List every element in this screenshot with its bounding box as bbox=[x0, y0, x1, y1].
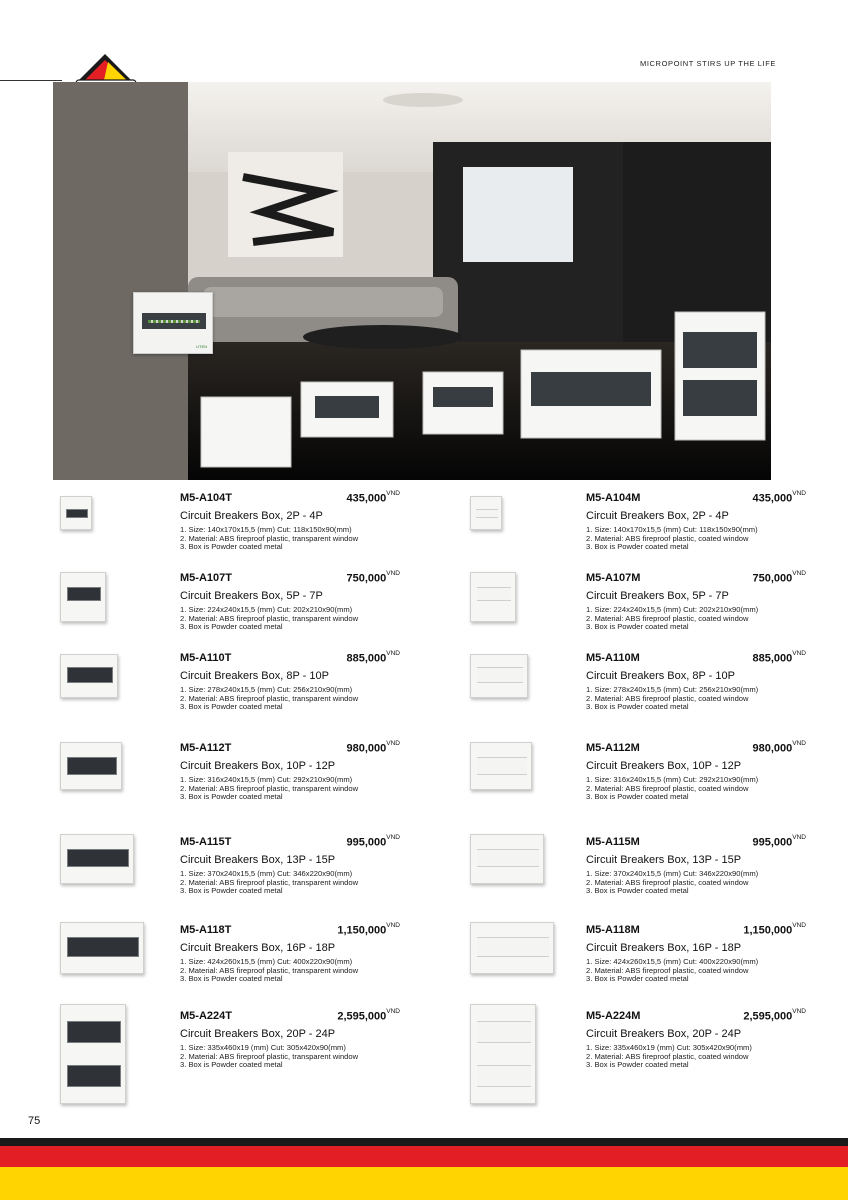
product-code: M5-A118M bbox=[586, 924, 640, 936]
product-price-currency: VND bbox=[386, 490, 400, 497]
product-code: M5-A118T bbox=[180, 924, 232, 936]
product-spec-line: 2. Material: ABS fireproof plastic, coated window bbox=[586, 613, 749, 623]
product-spec-line: 2. Material: ABS fireproof plastic, coated window bbox=[586, 877, 749, 887]
product-code: M5-A112M bbox=[586, 742, 640, 754]
product-name: Circuit Breakers Box, 8P - 10P bbox=[180, 670, 329, 682]
product-price-value: 885,000 bbox=[346, 652, 387, 665]
product-spec-line: 3. Box is Powder coated metal bbox=[180, 974, 283, 984]
product-spec-line: 3. Box is Powder coated metal bbox=[180, 1060, 283, 1070]
product-spec-line: 1. Size: 370x240x15,5 (mm) Cut: 346x220x90(mm) bbox=[586, 869, 759, 878]
footer-band-black bbox=[0, 1138, 848, 1146]
product-spec-line: 3. Box is Powder coated metal bbox=[586, 1060, 689, 1070]
product-spec-line: 3. Box is Powder coated metal bbox=[180, 792, 283, 802]
product-price-currency: VND bbox=[792, 1008, 806, 1015]
product-thumbnail-window bbox=[477, 937, 549, 957]
product-specs bbox=[180, 870, 358, 896]
product-name: Circuit Breakers Box, 20P - 24P bbox=[586, 1028, 742, 1040]
product-name: Circuit Breakers Box, 8P - 10P bbox=[586, 670, 735, 682]
product-code: M5-A110T bbox=[180, 652, 232, 664]
product-price-currency: VND bbox=[386, 650, 400, 657]
product-code: M5-A110M bbox=[586, 652, 640, 664]
product-price-value: 1,150,000 bbox=[743, 924, 793, 937]
product-thumbnail bbox=[470, 654, 528, 698]
product-code: M5-A224T bbox=[180, 1010, 232, 1022]
product-price-value: 435,000 bbox=[346, 492, 387, 505]
product-thumbnail bbox=[60, 654, 118, 698]
product-spec-line: 3. Box is Powder coated metal bbox=[586, 886, 689, 896]
product-spec-line: 2. Material: ABS fireproof plastic, transparent window bbox=[180, 965, 359, 975]
product-price-currency: VND bbox=[386, 740, 400, 747]
product-spec-line: 2. Material: ABS fireproof plastic, coated window bbox=[586, 693, 749, 703]
product-spec-line: 2. Material: ABS fireproof plastic, coated window bbox=[586, 1051, 749, 1061]
product-spec-line: 2. Material: ABS fireproof plastic, transparent window bbox=[180, 877, 359, 887]
product-specs bbox=[180, 526, 358, 552]
product-price-value: 885,000 bbox=[752, 652, 793, 665]
product-thumbnail-window bbox=[67, 1065, 121, 1087]
product-specs bbox=[586, 686, 758, 712]
product-spec-line: 1. Size: 140x170x15,5 (mm) Cut: 118x150x90(mm) bbox=[180, 525, 352, 534]
product-thumbnail-window bbox=[67, 667, 113, 683]
product-name: Circuit Breakers Box, 13P - 15P bbox=[586, 854, 742, 866]
product-price-currency: VND bbox=[386, 570, 400, 577]
product-price bbox=[347, 742, 401, 755]
product-specs bbox=[180, 1044, 358, 1070]
living-room-illustration bbox=[53, 82, 771, 480]
product-name: Circuit Breakers Box, 20P - 24P bbox=[180, 1028, 336, 1040]
product-price bbox=[753, 652, 807, 665]
tagline: MICROPOINT STIRS UP THE LIFE bbox=[640, 59, 776, 68]
product-thumbnail-window bbox=[476, 509, 498, 518]
product-spec-line: 1. Size: 278x240x15,5 (mm) Cut: 256x210x90(mm) bbox=[586, 685, 759, 694]
product-price-currency: VND bbox=[386, 1008, 400, 1015]
product-code: M5-A104M bbox=[586, 492, 641, 504]
product-spec-line: 3. Box is Powder coated metal bbox=[586, 974, 689, 984]
hero-image bbox=[53, 82, 771, 480]
product-price bbox=[347, 572, 401, 585]
product-item bbox=[466, 736, 846, 810]
product-specs bbox=[180, 958, 358, 984]
product-price-currency: VND bbox=[792, 922, 806, 929]
product-spec-line: 3. Box is Powder coated metal bbox=[586, 702, 689, 712]
product-price-value: 750,000 bbox=[752, 572, 793, 585]
product-price-value: 750,000 bbox=[346, 572, 387, 585]
product-spec-line: 3. Box is Powder coated metal bbox=[180, 622, 283, 632]
product-spec-line: 2. Material: ABS fireproof plastic, transparent window bbox=[180, 693, 359, 703]
product-thumbnail-window bbox=[67, 1021, 121, 1043]
product-code: M5-A115M bbox=[586, 836, 640, 848]
product-thumbnail bbox=[60, 496, 92, 530]
product-item bbox=[466, 486, 846, 560]
product-price-value: 995,000 bbox=[752, 836, 793, 849]
product-thumbnail bbox=[60, 1004, 126, 1104]
page-number: 75 bbox=[28, 1115, 41, 1127]
product-item bbox=[466, 566, 846, 640]
product-thumbnail bbox=[470, 572, 516, 622]
product-price bbox=[753, 572, 807, 585]
product-price bbox=[753, 492, 807, 505]
header-rule bbox=[0, 80, 62, 81]
product-price-value: 995,000 bbox=[346, 836, 387, 849]
product-price-currency: VND bbox=[792, 740, 806, 747]
product-price-value: 980,000 bbox=[346, 742, 387, 755]
product-thumbnail-window bbox=[477, 1065, 531, 1087]
product-spec-line: 1. Size: 370x240x15,5 (mm) Cut: 346x220x90(mm) bbox=[180, 869, 353, 878]
product-thumbnail-window bbox=[67, 587, 101, 601]
product-thumbnail bbox=[60, 742, 122, 790]
product-name: Circuit Breakers Box, 13P - 15P bbox=[180, 854, 336, 866]
product-price bbox=[337, 1010, 400, 1023]
product-specs bbox=[586, 606, 758, 632]
product-thumbnail-window bbox=[477, 587, 511, 601]
product-spec-line: 3. Box is Powder coated metal bbox=[180, 702, 283, 712]
product-name: Circuit Breakers Box, 10P - 12P bbox=[586, 760, 742, 772]
product-code: M5-A115T bbox=[180, 836, 232, 848]
product-spec-line: 1. Size: 316x240x15,5 (mm) Cut: 292x210x90(mm) bbox=[586, 775, 759, 784]
product-code: M5-A107T bbox=[180, 572, 232, 584]
product-specs bbox=[586, 958, 758, 984]
product-price bbox=[743, 1010, 806, 1023]
product-thumbnail-window bbox=[67, 937, 139, 957]
product-spec-line: 1. Size: 316x240x15,5 (mm) Cut: 292x210x90(mm) bbox=[180, 775, 353, 784]
product-price bbox=[347, 652, 401, 665]
product-name: Circuit Breakers Box, 5P - 7P bbox=[180, 590, 323, 602]
product-code: M5-A107M bbox=[586, 572, 641, 584]
product-item bbox=[466, 1004, 846, 1078]
product-spec-line: 2. Material: ABS fireproof plastic, coated window bbox=[586, 533, 749, 543]
product-thumbnail-window bbox=[66, 509, 88, 518]
product-name: Circuit Breakers Box, 16P - 18P bbox=[180, 942, 336, 954]
product-thumbnail bbox=[470, 742, 532, 790]
footer-band-red bbox=[0, 1146, 848, 1167]
product-specs bbox=[180, 606, 358, 632]
product-thumbnail-window bbox=[67, 849, 129, 867]
product-spec-line: 1. Size: 424x260x15,5 (mm) Cut: 400x220x90(mm) bbox=[180, 957, 353, 966]
product-thumbnail bbox=[60, 572, 106, 622]
product-item bbox=[60, 646, 440, 720]
product-price bbox=[753, 742, 807, 755]
product-price-value: 2,595,000 bbox=[743, 1010, 793, 1023]
product-price-value: 2,595,000 bbox=[337, 1010, 387, 1023]
product-spec-line: 1. Size: 140x170x15,5 (mm) Cut: 118x150x90(mm) bbox=[586, 525, 758, 534]
product-item bbox=[60, 918, 440, 992]
product-name: Circuit Breakers Box, 10P - 12P bbox=[180, 760, 336, 772]
product-item bbox=[466, 830, 846, 904]
product-specs bbox=[586, 776, 758, 802]
product-specs bbox=[180, 776, 358, 802]
product-price bbox=[743, 924, 806, 937]
product-specs bbox=[586, 870, 758, 896]
product-thumbnail bbox=[470, 1004, 536, 1104]
hero-breaker-brand: UTEN bbox=[196, 344, 207, 349]
product-item bbox=[60, 566, 440, 640]
product-spec-line: 1. Size: 335x460x19 (mm) Cut: 305x420x90(mm) bbox=[180, 1043, 346, 1052]
product-code: M5-A224M bbox=[586, 1010, 641, 1022]
product-spec-line: 1. Size: 335x460x19 (mm) Cut: 305x420x90(mm) bbox=[586, 1043, 752, 1052]
product-thumbnail bbox=[470, 922, 554, 974]
product-spec-line: 3. Box is Powder coated metal bbox=[180, 542, 283, 552]
product-price-currency: VND bbox=[792, 834, 806, 841]
product-item bbox=[466, 918, 846, 992]
product-price-value: 980,000 bbox=[752, 742, 793, 755]
product-spec-line: 2. Material: ABS fireproof plastic, transparent window bbox=[180, 533, 359, 543]
product-spec-line: 2. Material: ABS fireproof plastic, transparent window bbox=[180, 1051, 359, 1061]
product-thumbnail bbox=[60, 922, 144, 974]
product-price-value: 1,150,000 bbox=[337, 924, 387, 937]
product-item bbox=[60, 736, 440, 810]
product-spec-line: 3. Box is Powder coated metal bbox=[586, 542, 689, 552]
product-spec-line: 1. Size: 224x240x15,5 (mm) Cut: 202x210x90(mm) bbox=[180, 605, 353, 614]
product-price-value: 435,000 bbox=[752, 492, 793, 505]
product-code: M5-A112T bbox=[180, 742, 232, 754]
product-spec-line: 3. Box is Powder coated metal bbox=[586, 622, 689, 632]
product-specs bbox=[586, 1044, 752, 1070]
product-code: M5-A104T bbox=[180, 492, 232, 504]
product-item bbox=[466, 646, 846, 720]
product-spec-line: 1. Size: 224x240x15,5 (mm) Cut: 202x210x90(mm) bbox=[586, 605, 759, 614]
product-name: Circuit Breakers Box, 2P - 4P bbox=[586, 510, 729, 522]
product-spec-line: 2. Material: ABS fireproof plastic, transparent window bbox=[180, 783, 359, 793]
product-price-currency: VND bbox=[386, 834, 400, 841]
product-spec-line: 2. Material: ABS fireproof plastic, coated window bbox=[586, 965, 749, 975]
product-thumbnail-window bbox=[477, 849, 539, 867]
product-price-currency: VND bbox=[792, 650, 806, 657]
product-name: Circuit Breakers Box, 16P - 18P bbox=[586, 942, 742, 954]
product-spec-line: 2. Material: ABS fireproof plastic, transparent window bbox=[180, 613, 359, 623]
hero-breaker-window bbox=[142, 313, 206, 329]
product-spec-line: 3. Box is Powder coated metal bbox=[586, 792, 689, 802]
product-spec-line: 3. Box is Powder coated metal bbox=[180, 886, 283, 896]
product-item bbox=[60, 486, 440, 560]
product-spec-line: 1. Size: 424x260x15,5 (mm) Cut: 400x220x90(mm) bbox=[586, 957, 759, 966]
product-specs bbox=[586, 526, 758, 552]
product-thumbnail-window bbox=[477, 757, 527, 775]
hero-breaker-box bbox=[133, 292, 213, 354]
product-price bbox=[347, 492, 401, 505]
product-price bbox=[337, 924, 400, 937]
product-price bbox=[347, 836, 401, 849]
product-item bbox=[60, 1004, 440, 1078]
footer-band-yellow bbox=[0, 1167, 848, 1200]
product-price-currency: VND bbox=[386, 922, 400, 929]
product-thumbnail bbox=[470, 496, 502, 530]
product-thumbnail bbox=[470, 834, 544, 884]
product-item bbox=[60, 830, 440, 904]
product-price bbox=[753, 836, 807, 849]
product-thumbnail-window bbox=[67, 757, 117, 775]
product-thumbnail-window bbox=[477, 1021, 531, 1043]
product-thumbnail-window bbox=[477, 667, 523, 683]
product-spec-line: 1. Size: 278x240x15,5 (mm) Cut: 256x210x90(mm) bbox=[180, 685, 353, 694]
product-spec-line: 2. Material: ABS fireproof plastic, coated window bbox=[586, 783, 749, 793]
product-price-currency: VND bbox=[792, 570, 806, 577]
product-name: Circuit Breakers Box, 2P - 4P bbox=[180, 510, 323, 522]
product-price-currency: VND bbox=[792, 490, 806, 497]
product-specs bbox=[180, 686, 358, 712]
product-name: Circuit Breakers Box, 5P - 7P bbox=[586, 590, 729, 602]
product-thumbnail bbox=[60, 834, 134, 884]
